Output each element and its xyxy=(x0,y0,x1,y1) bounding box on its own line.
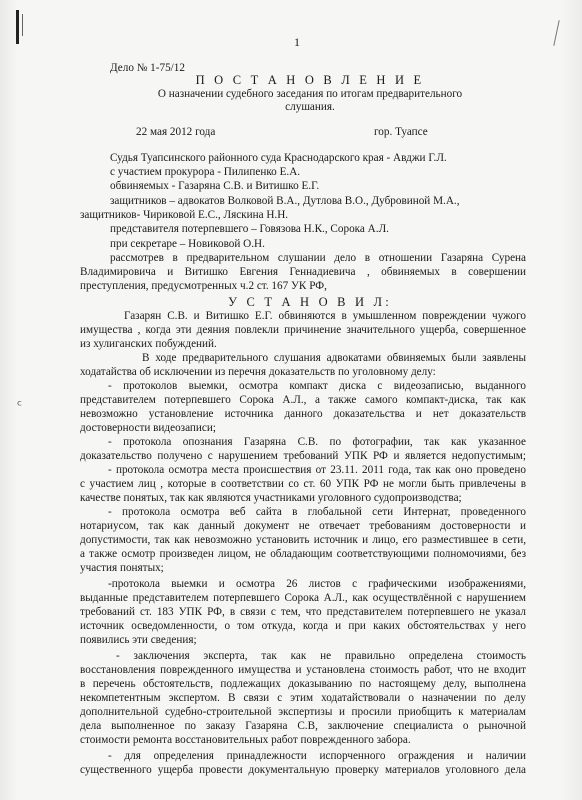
text-line: источник осведомленности, о том откуда, когда и при каких обстоятельствах у него xyxy=(80,620,526,632)
text-line: - для определения принадлежности испорченного ограждения и наличии xyxy=(108,750,526,762)
text-line: участия понятых; xyxy=(80,562,164,574)
scan-artifact-mark xyxy=(553,20,559,46)
text-line: защитников- Чириковой Е.С., Ляскина Н.Н. xyxy=(80,209,289,221)
margin-mark: ᶜ xyxy=(17,398,23,414)
scan-artifact-mark xyxy=(22,14,23,36)
text-line: Владимировича и Витишко Евгения Геннадиевича , обвиняемых в совершении xyxy=(80,266,526,278)
text-line: требований ст. 183 УПК РФ, в связи с тем, что представителем потерпевшего не указал xyxy=(80,606,526,618)
text-line: - заключения эксперта, так как не правильно определена стоимость xyxy=(116,650,526,662)
document-date: 22 мая 2012 года xyxy=(136,126,216,138)
text-line: восстановления поврежденного имущества и установлена стоимость работ, что не входит xyxy=(80,664,526,676)
text-line: с участием лиц , которые в соответствии со ст. 60 УПК РФ не могли быть привлечены в xyxy=(80,478,526,490)
text-line: - протокола опознания Газаряна С.В. по фотографии, так как указанное xyxy=(108,436,526,448)
text-line: невозможно установление источника данного доказательства и нет доказательств xyxy=(80,408,526,420)
text-line: стоимости ремонта восстановительных работ поврежденного забора. xyxy=(80,734,411,746)
text-line: преступления, предусмотренных ч.2 ст. 167 УК РФ, xyxy=(80,280,327,292)
text-line: а также осмотр произведен лицом, не обладающим соответствующими полномочиями, без xyxy=(80,548,526,560)
text-line: - протокола осмотра веб сайта в глобальной сети Интернат, проведенного xyxy=(108,506,526,518)
text-line: из хулиганских побуждений. xyxy=(80,338,217,350)
text-line: дополнительной судебно-строительной экспертизы и просили приобщить к материалам xyxy=(80,706,526,718)
text-line: рассмотрев в предварительном слушании дело в отношении Газаряна Сурена xyxy=(110,252,526,264)
text-line: некомпетентным экспертом. В связи с этим ходатайствовали о назначении по делу xyxy=(80,692,526,704)
page-number: 1 xyxy=(294,35,300,49)
text-line: с участием прокурора - Пилипенко Е.А. xyxy=(110,166,301,178)
text-line: качестве понятых, так как являются участниками уголовного судопроизводства; xyxy=(80,492,462,504)
document-subtitle: О назначении судебного заседания по итогам предварительного xyxy=(157,88,463,100)
text-line: нотариусом, так как данный документ не отвечает требованиям достоверности и xyxy=(80,520,526,532)
text-line: -протокола выемки и осмотра 26 листов с графическими изображениями, xyxy=(108,578,526,590)
text-line: защитников – адвокатов Волковой В.А., Дутлова В.О., Дубровиной М.А., xyxy=(110,195,460,207)
text-line: В ходе предварительного слушания адвокатами обвиняемых были заявлены xyxy=(142,352,526,364)
text-line: Судья Туапсинского районного суда Краснодарского края - Авджи Г.Л. xyxy=(110,152,447,164)
text-line: появились эти сведения; xyxy=(80,634,197,646)
text-line: обвиняемых - Газаряна С.В. и Витишко Е.Г. xyxy=(110,180,320,192)
text-line: имущества , когда эти деяния повлекли причинение значительного ущерба, совершенное xyxy=(80,324,526,336)
document-place: гор. Туапсе xyxy=(374,126,428,138)
text-line: - протокола осмотра места происшествия от 23.11. 2011 года, так как оно проведено xyxy=(108,464,526,476)
case-number: Дело № 1-75/12 xyxy=(110,62,185,74)
text-line: доказательство получено с нарушением требований УПК РФ и является недопустимым; xyxy=(80,450,526,462)
text-line: Газарян С.В. и Витишко Е.Г. обвиняются в умышленном повреждении чужого xyxy=(124,310,526,322)
text-line: представителем потерпевшего Сорока А.Л., а также самого компакт-диска, так как xyxy=(80,394,526,406)
scan-artifact-mark xyxy=(16,10,19,44)
document-title: П О С Т А Н О В Л Е Н И Е xyxy=(195,73,425,87)
section-heading: У С Т А Н О В И Л: xyxy=(228,295,392,309)
text-line: представителя потерпевшего – Говязова Н.К., Сорока А.Л. xyxy=(110,223,389,235)
text-line: дела выполненное по заказу Газаряна С.В, заключение специалиста о рыночной xyxy=(80,720,526,732)
text-line: в перечень обстоятельств, подлежащих доказыванию по настоящему делу, выполнена xyxy=(80,678,526,690)
text-line: при секретаре – Новиковой О.Н. xyxy=(110,238,265,250)
text-line: - протоколов выемки, осмотра компакт диска с видеозаписью, выданного xyxy=(108,380,526,392)
text-line: достоверности видеозаписи; xyxy=(80,422,216,434)
text-line: допустимости, так как невозможно установить источник и лицо, его разместившее в сети, xyxy=(80,534,526,546)
text-line: существенного ущерба провести документальную проверку материалов уголовного дела xyxy=(80,764,526,776)
document-subtitle: слушания. xyxy=(285,101,335,113)
text-line: ходатайства об исключении из перечня доказательств по уголовному делу: xyxy=(80,366,436,378)
text-line: выданные представителем потерпевшего Сорока А.Л., как осуществлённой с нарушением xyxy=(80,592,526,604)
